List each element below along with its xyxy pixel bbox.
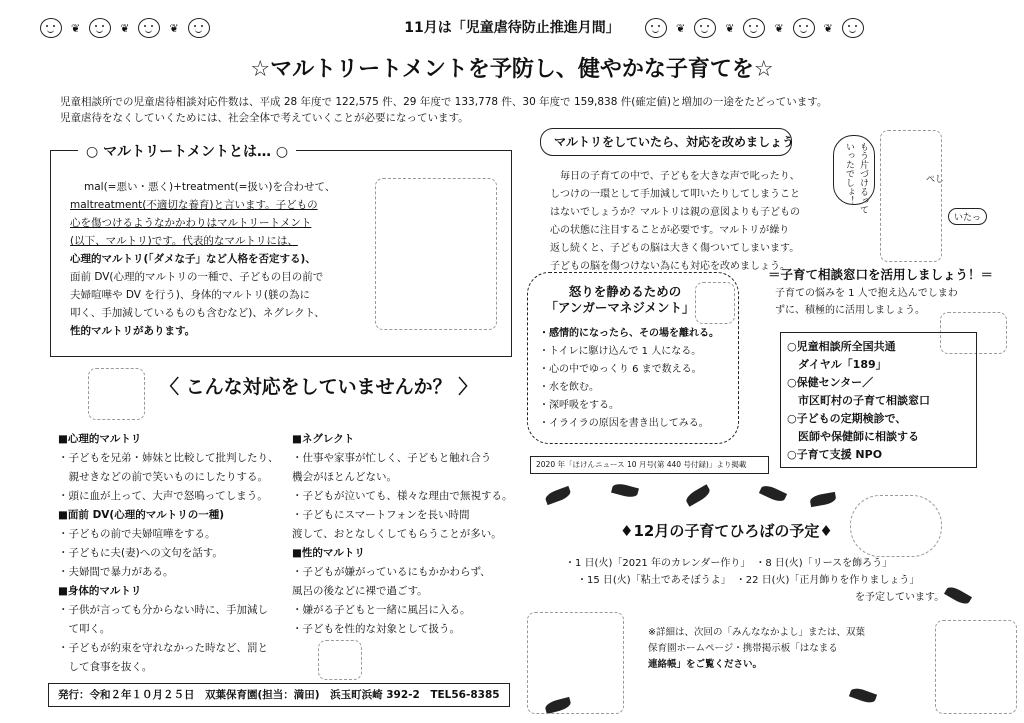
consult-title: ＝子育て相談窓口を活用しましょう！＝	[768, 267, 994, 282]
list-item: ・イライラの原因を書き出してみる。	[539, 418, 709, 429]
body-line: 返し続くと、子どもの脳は大きく傷ついてしまいます。	[550, 243, 800, 254]
list-item: ○児童相談所全国共通	[787, 340, 896, 353]
leaf-icon	[809, 492, 837, 507]
list-heading: ■ネグレクト	[292, 433, 355, 445]
main-title: ☆マルトリートメントを予防し、健やかな子育てを☆	[250, 57, 774, 82]
note-line: ※詳細は、次回の「みんななかよし」または、双葉	[648, 627, 865, 638]
sprout-icon: ❦	[774, 21, 784, 35]
schedule-line: ・1 日(火)「2021 年のカレンダー作り」 ・8 日(火)「リースを飾ろう」	[565, 558, 893, 569]
list-heading: ■性的マルトリ	[292, 547, 365, 559]
list-item: 親せきなどの前で笑いものにしたりする。	[58, 471, 268, 483]
body-line: 心の状態に注目することが必要です。マルトリが繰り	[550, 225, 790, 236]
basket-illustration	[318, 640, 362, 680]
intro-text	[60, 94, 1010, 127]
intro-line: 児童相談所での児童虐待相談対応件数は、平成 28 年度で 122,575 件、29 年度で 133,778 件、30 年度で 159,838 件(確定値)と増加の一途をたどっています。	[60, 96, 828, 108]
maltreatment-body	[70, 178, 400, 340]
schedule-line: ・15 日(火)「粘土であそぼうよ」 ・22 日(火)「正月飾りを作りましょう」	[577, 575, 920, 586]
leaf-icon	[759, 483, 787, 504]
family-illustration	[375, 178, 497, 330]
anger-title-2: 「アンガーマネジメント」	[545, 300, 695, 315]
body-line: 性的マルトリがあります。	[70, 325, 196, 337]
body-line: しつけの一環として手加減して叩いたりしてしまうこと	[550, 189, 800, 200]
note-line: 連絡帳」をご覧ください。	[648, 659, 763, 670]
leaf-icon	[611, 482, 639, 499]
list-item: して食事を抜く。	[58, 661, 153, 673]
body-line: 子どもの脳を傷つけない為にも対応を改めましょう。	[550, 261, 790, 272]
list-item: ・子どもにスマートフォンを長い時間	[292, 509, 470, 521]
list-item: ・仕事や家事が忙しく、子どもと触れ合う	[292, 452, 492, 464]
list-item: ・心の中でゆっくり 6 まで数える。	[539, 364, 702, 375]
consult-desc	[775, 285, 958, 319]
list-item: ・子どもを兄弟・姉妹と比較して批判したり、	[58, 452, 279, 464]
list-item: ・夫婦間で暴力がある。	[58, 566, 174, 578]
wind-face-illustration	[850, 495, 942, 557]
sprout-icon: ❦	[120, 21, 130, 35]
consult-list	[787, 338, 977, 464]
maltreatment-title: ○ マルトリートメントとは… ○	[78, 141, 296, 161]
sfx-text: ぺし	[926, 175, 945, 185]
speech-bubble: もう片づけるって いったでしょ！	[833, 135, 875, 205]
parent-child-illustration	[880, 130, 945, 262]
desc-line: ずに、積極的に活用しましょう。	[775, 305, 925, 316]
body-line: (以下、マルトリ)です。代表的なマルトリには、	[70, 235, 298, 247]
sprout-icon: ❦	[676, 21, 686, 35]
list-item: ・トイレに駆け込んで 1 人になる。	[539, 346, 702, 357]
list-item: ・子どもに夫(妻)への文句を話す。	[58, 547, 223, 559]
list-item: ・子どもが嫌がっているにもかかわらず、	[292, 566, 491, 578]
sprout-icon: ❦	[823, 21, 833, 35]
list-item: て叩く。	[58, 623, 111, 635]
left-column	[58, 430, 293, 677]
change-body	[550, 168, 810, 276]
list-item: ○保健センター／	[787, 376, 874, 389]
month-heading: 11月は「児童虐待防止推進月間」	[404, 20, 620, 36]
check-title-wrap: 〈 こんな対応をしていませんか？ 〉	[160, 376, 478, 398]
middle-column	[292, 430, 522, 639]
body-line: mal(=悪い・悪く)+treatment(=扱い)を合わせて、	[84, 181, 336, 193]
schedule-line: を予定しています。	[855, 592, 945, 603]
change-title: マルトリをしていたら、対応を改めましょう	[554, 135, 795, 149]
leaf-icon	[849, 686, 877, 705]
list-heading: ■心理的マルトリ	[58, 433, 142, 445]
list-item: ・深呼吸をする。	[539, 400, 619, 411]
anger-list	[539, 325, 739, 433]
leaf-icon	[544, 486, 572, 505]
list-item: ・頭に血が上って、大声で怒鳴ってしまう。	[58, 490, 268, 502]
owl-illustration	[695, 282, 735, 324]
list-item: ・子どもを性的な対象として扱う。	[292, 623, 460, 635]
intro-line: 児童虐待をなくしていくためには、社会全体で考えていくことが必要になっています。	[60, 112, 469, 125]
list-item: ・感情的になったら、その場を離れる。	[539, 328, 719, 339]
list-item: ・子どもの前で夫婦喧嘩をする。	[58, 528, 216, 540]
list-item: 風呂の後などに裸で過ごす。	[292, 585, 428, 597]
list-item: ・水を飲む。	[539, 382, 599, 393]
list-item: ○子どもの定期検診で、	[787, 412, 907, 425]
sprout-icon: ❦	[169, 21, 179, 35]
note-line: 保育園ホームページ・携帯掲示板「はなまる	[648, 643, 838, 654]
list-item: 渡して、おとなしくしてもらうことが多い。	[292, 528, 502, 540]
december-title: ♦12月の子育てひろばの予定♦	[620, 522, 833, 540]
list-item: ・子どもが約束を守れなかった時など、罰と	[58, 642, 268, 654]
check-title: こんな対応をしていませんか？	[185, 376, 452, 398]
ouch-bubble: いたっ	[948, 208, 987, 225]
body-line: 心を傷つけるようなかかわりはマルトリートメント	[70, 217, 312, 229]
bear-illustration	[935, 620, 1017, 714]
december-body	[565, 555, 985, 606]
anger-title-1: 怒りを静めるための	[568, 284, 682, 299]
body-line: 毎日の子育ての中で、子どもを大きな声で叱ったり、	[560, 171, 800, 182]
list-item: ・子供が言っても分からない時に、手加減し	[58, 604, 268, 616]
body-line: maltreatment(不適切な養育)と言います。子どもの	[70, 199, 318, 211]
list-item: ・嫌がる子どもと一緒に風呂に入る。	[292, 604, 471, 616]
desc-line: 子育ての悩みを 1 人で抱え込んでしまわ	[775, 288, 958, 299]
list-item: ○子育て支援 NPO	[787, 448, 883, 461]
leaf-icon	[684, 484, 712, 507]
body-line: 夫婦喧嘩や DV を行う)、身体的マルトリ(躾の為に	[70, 289, 310, 301]
source-text: 2020 年「ほけんニュース 10 月号(第 440 号付録)」より掲載	[536, 460, 747, 469]
list-item: ダイヤル「189」	[787, 358, 887, 371]
body-line: 叩く、手加減しているものも含むなど)、ネグレクト、	[70, 307, 325, 319]
grapes-illustration	[88, 368, 145, 420]
sprout-icon: ❦	[71, 21, 81, 35]
list-heading: ■面前 DV(心理的マルトリの一種)	[58, 509, 225, 521]
list-heading: ■身体的マルトリ	[58, 585, 142, 597]
cat-illustration	[527, 612, 624, 714]
footer-text: 発行：令和２年１０月２５日 双葉保育園(担当：満田) 浜玉町浜崎 392-2 TEL56-8385	[58, 689, 500, 701]
list-item: 市区町村の子育て相談窓口	[787, 394, 930, 407]
list-item: ・子どもが泣いても、様々な理由で無視する。	[292, 490, 513, 502]
body-line: 心理的マルトリ(「ダメな子」など人格を否定する)、	[70, 253, 316, 265]
list-item: 機会がほとんどない。	[292, 471, 397, 483]
body-line: 面前 DV(心理的マルトリの一種で、子どもの目の前で	[70, 271, 324, 283]
december-note	[648, 625, 938, 673]
body-line: はないでしょうか？マルトリは親の意図よりも子どもの	[550, 207, 800, 218]
list-item: 医師や保健師に相談する	[787, 430, 919, 443]
sprout-icon: ❦	[725, 21, 735, 35]
